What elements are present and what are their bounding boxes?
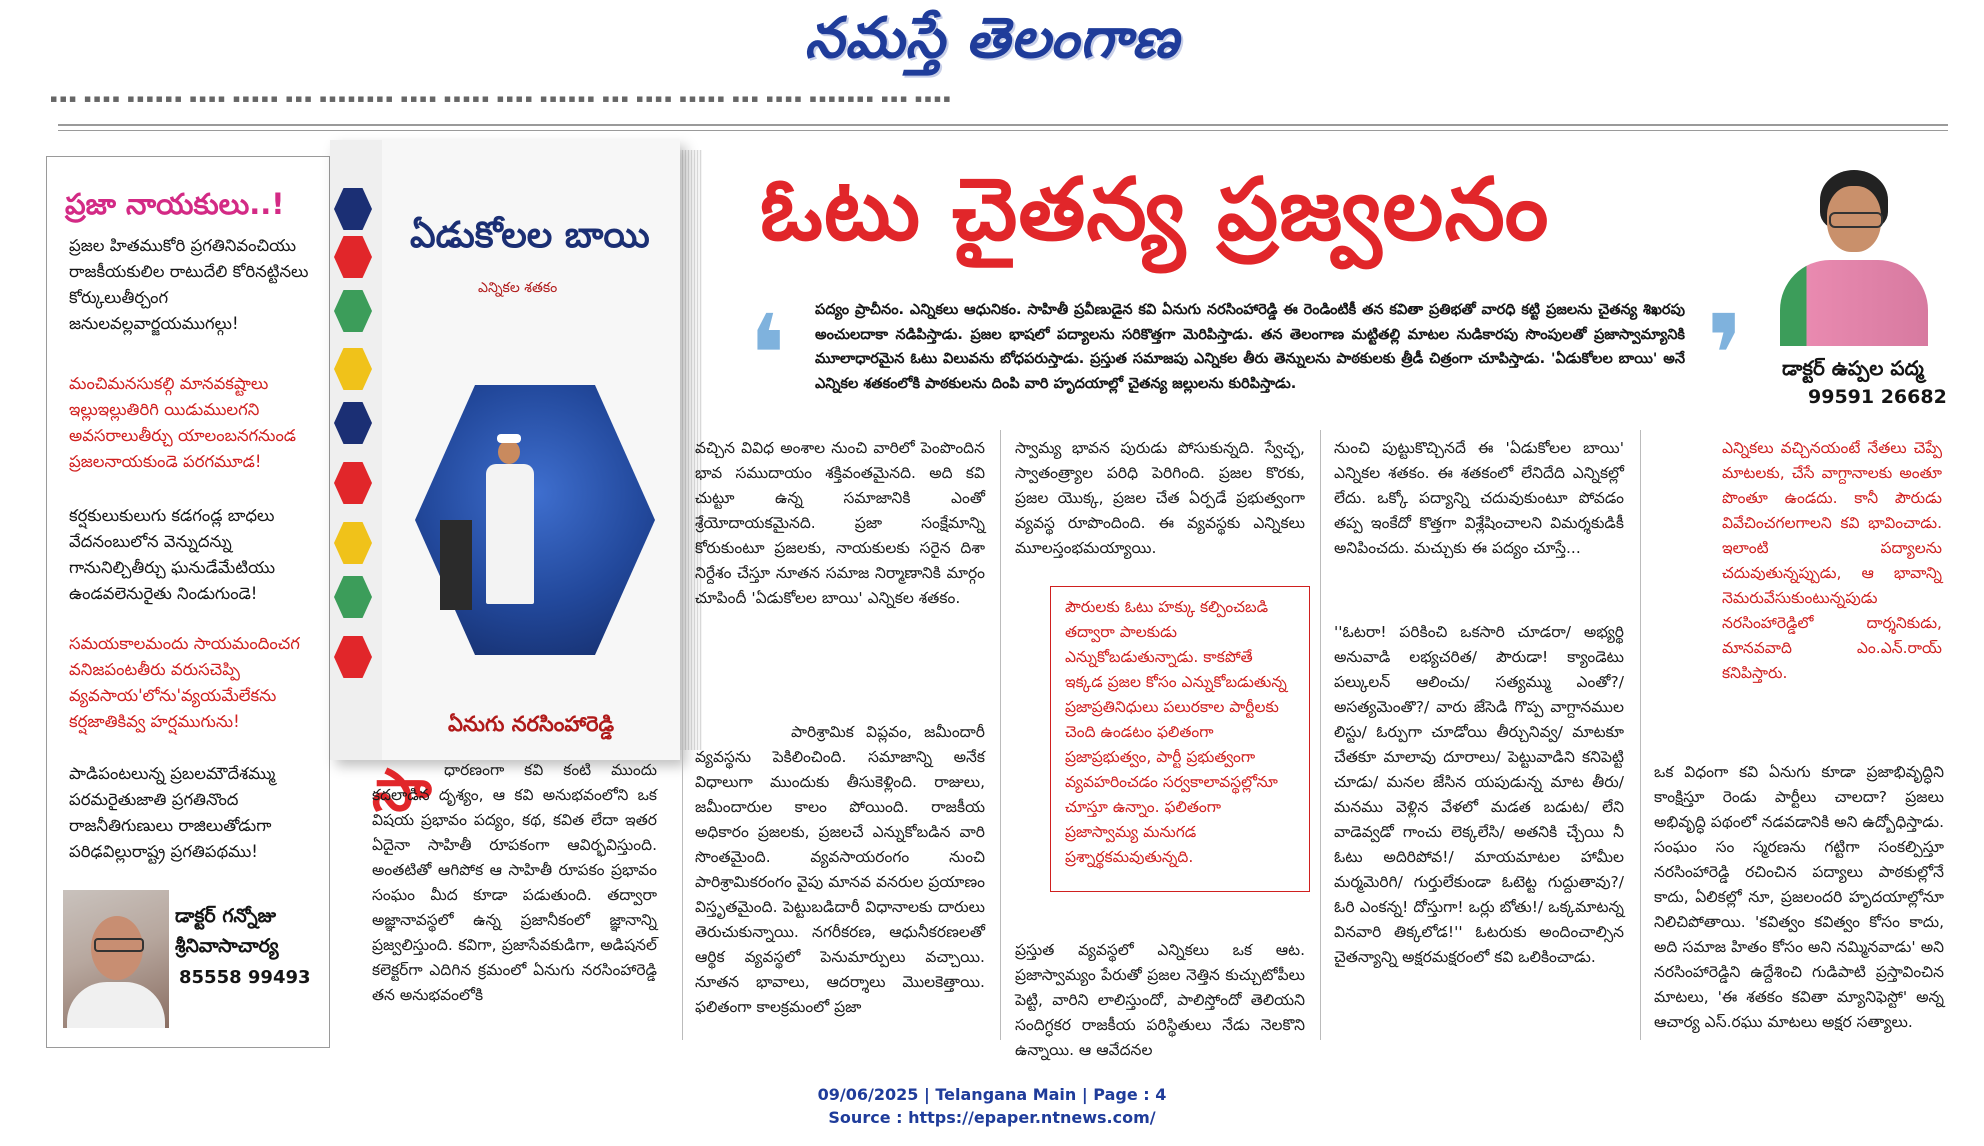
close-quote-icon: ❜ xyxy=(1706,291,1745,419)
footer-edition-info: 09/06/2025 | Telangana Main | Page : 4 xyxy=(817,1085,1167,1104)
poem-stanza: సమయకాలమందు సాయమందించగ వనిజపంటతీరు వరుసచెప్పి వ్యవసాయ'లోను'వ్యయమేలేకను కర్షజాతికివ్వ హర్షముగును! xyxy=(69,634,300,731)
article-column: పారిశ్రామిక విప్లవం, జమీందారీ వ్యవస్థను పెకిలించింది. సమాజాన్ని అనేక విధాలుగా ముందుకు తీసుకెళ్లింది. రాజులు, జమీందారుల కాలం పోయింది. రాజకీయ అధికారం ప్రజలకు, ప్రజలచే ఎన్నుకోబడిన వారి సొంతమైంది. వ్యవసాయరంగం నుంచి పారిశ్రామికరంగం వైపు మానవ వనరుల ప్రయాణం విస్తృతమైంది. పెట్టుబడిదారీ విధానాలకు దారులు తెరుచుకున్నాయి. నగరీకరణ, ఆధునీకరణలతో ఆర్థిక వ్యవస్థలో పెనుమార్పులు వచ్చాయి. నూతన భావాలు, ఆదర్శాలు మొలకెత్తాయి. ఫలితంగా కాలక్రమంలో ప్రజా xyxy=(695,723,985,1016)
article-column: ఒక విధంగా కవి ఏనుగు కూడా ప్రజాభివృద్ధిని కాంక్షిస్తూ రెండు పార్టీలు చాలదా? ప్రజలు అభివృద్ధి పథంలో నడవడానికి అని ఉద్బోధిస్తాడు. సంఘం సం స్మరణను గట్టిగా సంకల్పిస్తూ నరసింహారెడ్డి రచించిన పద్యాలు పాఠకుల్లోనే కాదు, ఏలికల్లో నూ, ప్రజలందరి హృదయాల్లోనూ నిలిచిపోతాయి. 'కవిత్వం కవిత్వం కోసం కాదు, అది సమాజ హితం కోసం అని నమ్మినవాడు' అని నరసింహారెడ్డిని ఉద్దేశించి గుడిపాటి ప్రస్తావించిన మాటలు, 'ఈ శతకం కవితా మ్యానిఫెస్టో' అన్న ఆచార్య ఎస్.రఘు మాటలు అక్షర సత్యాలు. xyxy=(1654,763,1944,1031)
sidebar-title: ప్రజా నాయకులు..! xyxy=(65,187,285,221)
newspaper-logo: నమస్తే తెలంగాణ xyxy=(804,6,1180,71)
poem-stanza: ప్రజల హితముకోరి ప్రగతినివంచియు రాజకీయకులిల రాటుదేలి కోరినట్టినలు కోర్కులుతీర్చంగ జనులవల్లవార్జయముగల్గు! xyxy=(69,236,309,333)
ticker-strip: ▪▪▪ ▪▪▪▪ ▪▪▪▪▪▪ ▪▪▪▪ ▪▪▪▪▪ ▪▪▪ ▪▪▪▪▪▪▪▪ ▪▪▪▪ ▪▪▪▪▪ ▪▪▪▪ ▪▪▪▪▪▪ ▪▪▪ ▪▪▪▪ ▪▪▪▪▪ ▪▪▪ ▪▪▪▪ ▪▪▪▪▪▪▪ ▪▪▪ ▪▪▪▪ xyxy=(50,92,953,105)
article-intro: పద్యం ప్రాచీనం. ఎన్నికలు ఆధునికం. సాహితీ ప్రవీణుడైన కవి ఏనుగు నరసింహారెడ్డి ఈ రెండింటికీ తన కవితా ప్రతిభతో వారధి కట్టి ప్రజలను చైతన్య శిఖరపు అంచులదాకా నడిపిస్తాడు. ప్రజల భాషలో పద్యాలను సరికొత్తగా మెరిపిస్తాడు. తన తెలంగాణ మట్టితల్లి మాటల నుడికారపు సొంపులతో ప్రజాస్వామ్యానికి మూలాధారమైన ఓటు విలువను బోధపరుస్తాడు. ప్రస్తుత సమాజపు ఎన్నికల తీరు తెన్నులను పాఠకులకు త్రీడీ చిత్రంగా చూపిస్తాడు. 'ఏడుకోలల బాయి' అనే ఎన్నికల శతకంలోకి పాఠకులను దింపి వారి హృదయాల్లో చైతన్య జల్లులను కురిపిస్తాడు. xyxy=(815,302,1685,392)
author-photo xyxy=(1780,160,1928,346)
article-column: వచ్చిన వివిధ అంశాల నుంచి వారిలో పెంపొందిన భావ సముదాయం శక్తివంతమైనది. అది కవి చుట్టూ ఉన్న సమాజానికి ఎంతో శ్రేయోదాయకమైనది. ప్రజా సంక్షేమాన్ని కోరుకుంటూ ప్రజలకు, నాయకులకు సరైన దిశా నిర్దేశం చేస్తూ నూతన సమాజ నిర్మాణానికి మార్గం చూపిందీ 'ఏడుకోలల బాయి' ఎన్నికల శతకం. xyxy=(695,439,985,607)
poem-stanza: పాడిపంటలున్న ప్రబలమౌదేశమ్ము పరమరైతుజాతి ప్రగతినొంద రాజనీతిగుణులు రాజిలుతోడుగా పరిఢవిల్లురాష్ట్ర ప్రగతిపథము! xyxy=(69,764,276,861)
pull-quote-box: పౌరులకు ఓటు హక్కు కల్పించబడి తద్వారా పాలకుడు ఎన్నుకోబడుతున్నాడు. కాకపోతే ఇక్కడ ప్రజల కోసం ఎన్నుకోబడుతున్న ప్రజాప్రతినిధులు పలురకాల పార్టీలకు చెంది ఉండటం ఫలితంగా ప్రజాప్రభుత్వం, పార్టీ ప్రభుత్వంగా వ్యవహరించడం సర్వకాలావస్థల్లోనూ చూస్తూ ఉన్నాం. ఫలితంగా ప్రజాస్వామ్య మనుగడ ప్రశ్నార్థకమవుతున్నది. xyxy=(1050,586,1310,892)
poem-stanza: కర్షకులుకులుగు కడగండ్ల బాధలు వేదనంబులోన వెన్నుదన్ను గానునిల్చితీర్చు ఘనుడేమేటియు ఉండవలెనురైతు నిండుగుండె! xyxy=(69,506,276,603)
column-divider xyxy=(682,430,683,1040)
column-divider xyxy=(1640,430,1641,1040)
book-cover-image xyxy=(330,140,702,762)
header-rule-thin xyxy=(58,130,1948,131)
article-column: నుంచి పుట్టుకొచ్చినదే ఈ 'ఏడుకోలల బాయి' ఎన్నికల శతకం. ఈ శతకంలో లేనిదేది ఎన్నికల్లో లేదు. ఒక్కో పద్యాన్ని చదువుకుంటూ పోవడం తప్ప ఇంకేదో కొత్తగా విశ్లేషించాలని విమర్శకుడికీ అనిపించదు. మచ్చుకు ఈ పద్యం చూస్తే... xyxy=(1334,439,1624,557)
sidebar-author-phone: 85558 99493 xyxy=(179,967,311,988)
column-divider xyxy=(1000,430,1001,1040)
masthead xyxy=(0,0,1984,80)
author-photo xyxy=(63,890,169,1028)
article-author-name: డాక్టర్ ఉప్పల పద్మ xyxy=(1782,356,1924,380)
book-author: ఏనుగు నరసింహారెడ్డి xyxy=(448,712,615,736)
article-author-phone: 99591 26682 xyxy=(1808,386,1947,408)
open-quote-icon: ❛ xyxy=(748,291,787,419)
book-title: ఏడుకోలల బాయి xyxy=(410,215,650,256)
article-column: ప్రస్తుత వ్యవస్థలో ఎన్నికలు ఒక ఆట. ప్రజాస్వామ్యం పేరుతో ప్రజల నెత్తిన కుచ్చుటోపీలు పెట్టి, వారిని లాలిస్తుందో, పాలిస్తోందో తెలియని సందిగ్ధకర రాజకీయ పరిస్థితులు నేడు నెలకొని ఉన్నాయి. ఆ ఆవేదనల xyxy=(1015,941,1305,1059)
article-column: స్వామ్య భావన పురుడు పోసుకున్నది. స్వేచ్ఛ, స్వాతంత్ర్యాల పరిధి పెరిగింది. ప్రజల కొరకు, ప్రజల యొక్క, ప్రజల చేత ఏర్పడే ప్రభుత్వంగా వ్యవస్థ రూపొందింది. ఈ వ్యవస్థకు ఎన్నికలు మూలస్తంభమయ్యాయి. xyxy=(1015,439,1305,557)
poem-stanza: మంచిమనసుకల్గి మానవకష్టాలు ఇల్లుఇల్లుతిరిగి యిడుములగని అవసరాలుతీర్చు యాలంబనగనుండ ప్రజలనాయకుండె పరగమూడ! xyxy=(69,374,297,471)
sidebar-author-name: డాక్టర్ గన్నోజు xyxy=(175,905,277,927)
sidebar-author-name: శ్రీనివాసాచార్య xyxy=(175,935,279,957)
footer-source-link[interactable]: Source : https://epaper.ntnews.com/ xyxy=(828,1108,1156,1127)
article-column: ''ఓటరా! పరికించి ఒకసారి చూడరా/ అభ్యర్థి అనువాడి లభ్యచరిత/ పౌరుడా! క్యాండెటు పల్కులన్ ఆలించు/ సత్యమ్ము ఎంతో?/ అసత్యమెంతొ?/ వారు జేసెడి గొప్ప వాగ్దానముల లిస్టు/ ఓర్పుగా చూడోయి తీర్చునివ్వ/ మాటకూ చేతకూ మాలావు దూరాలు/ పెట్టువాడిని కనిపెట్టి చూడు/ మనల జేసిన యపుడున్న మాట తీరు/ మనము వెళ్లిన వేళలో మడత బడుట/ లేని వాడెవ్వడో గాంచు లెక్కలేసి/ అతనికి చ్చేయి నీ ఓటు అదిరిపోవ!/ మాయమాటల హామీల మర్మమెరిగి/ గుర్తులేకుండా ఓటెట్ట గుద్దుతావు?/ ఓరి ఎంకన్న! దోస్తుగా! ఒర్లు బోతు!/ ఒక్కమాటన్న వినవారి తిక్కలోడ!'' ఓటరుకు అందించాల్సిన చైతన్యాన్ని అక్షరమక్షరంలో కవి ఒలికించాడు. xyxy=(1334,623,1624,966)
article-headline: ఓటు చైతన్య ప్రజ్వలనం xyxy=(760,160,1550,260)
highlight-column: ఎన్నికలు వచ్చినయంటే నేతలు చెప్పే మాటలకు, చేసే వాగ్దానాలకు అంతూ పొంతూ ఉండదు. కానీ పౌరుడు వివేచించగలగాలని కవి భావించాడు. ఇలాంటి పద్యాలను చదువుతున్నప్పుడు, ఆ భావాన్ని నెమరువేసుకుంటున్నపుడు నరసింహారెడ్డిలో దార్శనికుడు, మానవవాది ఎం.ఎన్.రాయ్ కనిపిస్తారు. xyxy=(1722,439,1942,682)
column-divider xyxy=(1320,430,1321,1040)
book-subtitle: ఎన్నికల శతకం xyxy=(478,280,558,296)
drop-cap: సా xyxy=(372,756,432,824)
article-column: ధారణంగా కవి కంటి ముందు కదలాడిన దృశ్యం, ఆ కవి అనుభవంలోని ఒక విషయ ప్రభావం పద్యం, కథ, కవిత లేదా ఇతర ఏదైనా సాహితీ రూపకంగా ఆవిర్భవిస్తుంది. అంతటితో ఆగిపోక ఆ సాహితీ రూపకం ప్రభావం సంఘం మీద కూడా పడుతుంది. తద్వారా అజ్ఞానావస్థలో ఉన్న ప్రజానీకంలో జ్ఞానాన్ని ప్రజ్వలిస్తుంది. కవిగా, ప్రజాసేవకుడిగా, అడిషనల్ కలెక్టర్‌గా ఎదిగిన క్రమంలో ఏనుగు నరసింహారెడ్డి తన అనుభవంలోకి xyxy=(372,761,657,1004)
header-rule xyxy=(58,124,1948,126)
